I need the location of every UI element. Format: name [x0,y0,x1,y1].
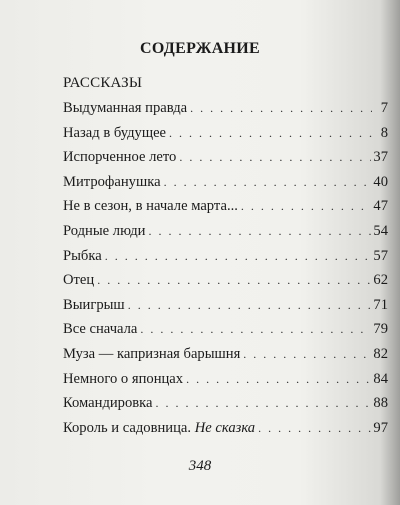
leader-dots [128,298,372,313]
leader-dots [169,126,372,141]
entry-page: 8 [380,124,388,141]
entry-title: Выигрыш [63,296,125,313]
leader-dots [148,224,371,239]
page-number: 348 [188,458,212,474]
entry-title-italic: Не сказка [194,419,256,436]
toc-entry [63,198,388,223]
table-of-contents [63,100,388,444]
entry-title: Король и садовница. [63,419,192,436]
toc-entry [63,125,388,150]
leader-dots [243,347,371,362]
toc-entry [63,395,388,420]
entry-page: 54 [373,222,388,239]
entry-title: Не в сезон, в начале марта... [63,198,238,215]
entry-page: 84 [373,370,388,387]
toc-entry [63,174,388,199]
toc-entry [63,100,388,125]
entry-title: Рыбка [63,247,102,264]
entry-title: Испорченное лето [63,149,177,166]
entry-title: Муза — капризная барышня [63,345,241,362]
page-title: СОДЕРЖАНИЕ [139,40,261,57]
leader-dots [97,273,371,288]
entry-title: Все сначала [63,321,138,338]
entry-page: 47 [373,198,388,215]
toc-entry [63,321,388,346]
leader-dots [156,396,372,411]
leader-dots [258,421,371,436]
entry-page: 62 [373,272,388,289]
leader-dots [105,249,372,264]
entry-title: Командировка [63,395,153,412]
entry-page: 71 [373,296,388,313]
toc-entry [63,248,388,273]
leader-dots [140,322,371,337]
entry-title-wrapper [63,420,255,437]
leader-dots [241,199,372,214]
entry-page: 40 [373,173,388,190]
leader-dots [186,372,371,387]
leader-dots [190,101,372,116]
toc-entry [63,371,388,396]
toc-entry [63,297,388,322]
leader-dots [164,175,372,190]
entry-page: 7 [380,100,388,116]
entry-title: Отец [63,272,95,289]
entry-title: Немного о японцах [63,370,184,387]
toc-entry [63,223,388,248]
entry-page: 79 [373,321,388,338]
section-heading: РАССКАЗЫ [63,75,143,91]
entry-page: 82 [373,345,388,362]
leader-dots [179,150,371,165]
entry-title: Родные люди [63,222,146,239]
toc-entry [63,272,388,297]
entry-page: 37 [373,149,388,166]
toc-entry [63,420,388,445]
toc-entry [63,149,388,174]
entry-page: 88 [373,395,388,412]
entry-page: 57 [373,247,388,264]
entry-title: Назад в будущее [63,124,167,141]
entry-page: 97 [373,419,388,436]
entry-title: Митрофанушка [63,173,161,190]
toc-entry [63,346,388,371]
entry-title: Выдуманная правда [63,100,188,116]
